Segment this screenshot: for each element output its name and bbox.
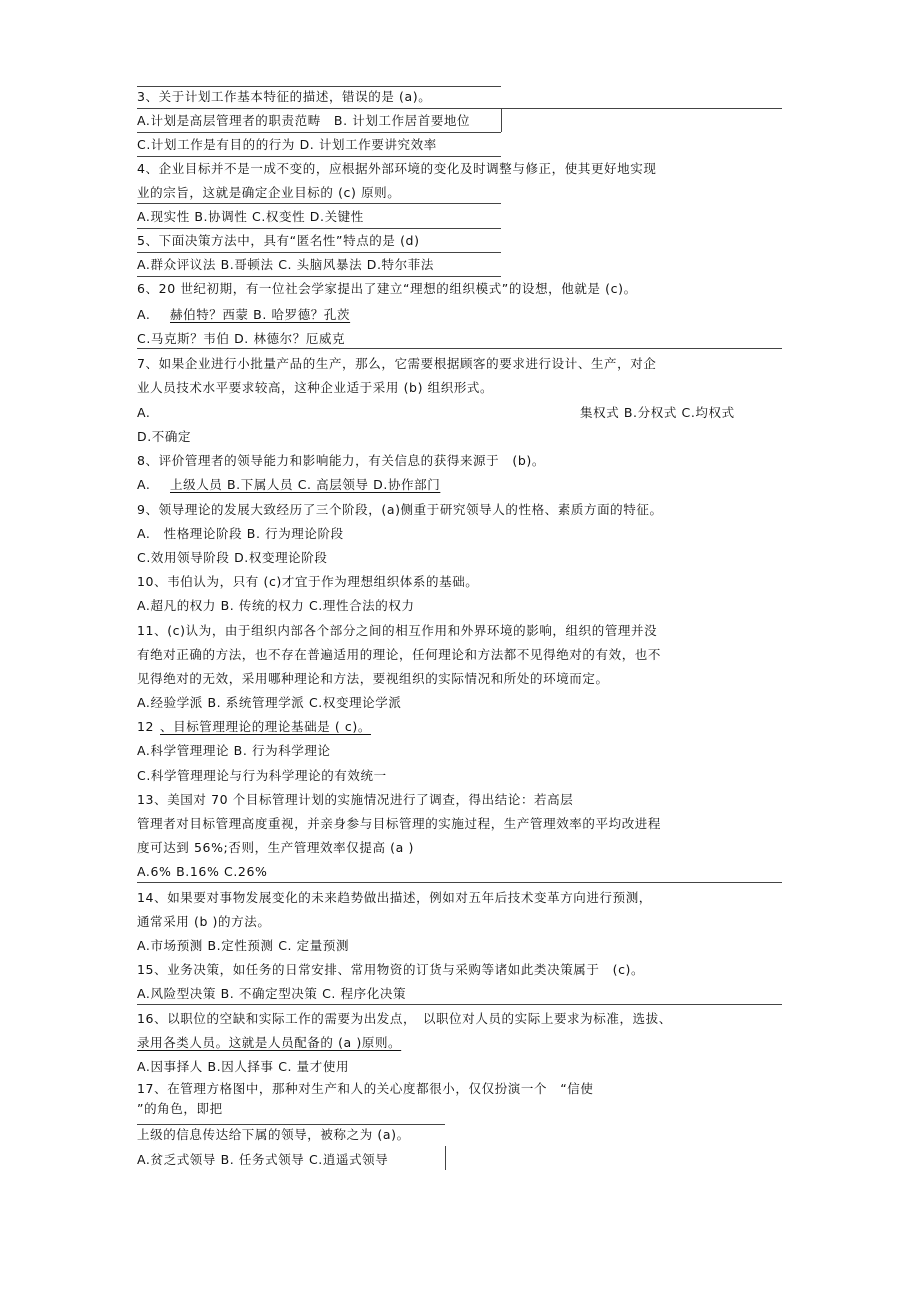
- q8-options: 上级人员 B.下属人员 C. 高层领导 D.协作部门: [170, 477, 441, 492]
- table-rule: [137, 1124, 445, 1125]
- q10-options: A.超凡的权力 B. 传统的权力 C.理性合法的权力: [137, 598, 415, 613]
- q11-stem-line3: 见得绝对的无效，采用哪种理论和方法，要视组织的实际情况和所处的环境而定。: [137, 671, 609, 686]
- q15-stem: 15、业务决策，如任务的日常安排、常用物资的订货与采购等诸如此类决策属于 (c)。: [137, 962, 645, 977]
- q13-stem-line2: 管理者对目标管理高度重视，并亲身参与目标管理的实施过程，生产管理效率的平均改进程: [137, 816, 662, 831]
- q7-option-d: D.不确定: [137, 429, 192, 444]
- q4-stem-line2: 业的宗旨，这就是确定企业目标的 (c) 原则。: [137, 185, 401, 200]
- table-rule: [137, 228, 501, 229]
- q9-options-ab: A. 性格理论阶段 B. 行为理论阶段: [137, 526, 344, 541]
- q14-stem-line2: 通常采用 (b )的方法。: [137, 914, 271, 929]
- q12-option-c: C.科学管理理论与行为科学理论的有效统一: [137, 768, 387, 783]
- table-rule: [445, 1146, 446, 1170]
- q3-options-ab: A.计划是高层管理者的职责范畴 B. 计划工作居首要地位: [137, 113, 471, 128]
- table-rule: [137, 252, 501, 253]
- q7-option-label-a: A.: [137, 405, 151, 420]
- q5-stem: 5、下面决策方法中，具有“匿名性”特点的是 (d): [137, 233, 420, 248]
- q6-option-label-a: A.: [137, 307, 151, 322]
- table-rule: [137, 86, 501, 87]
- q11-stem-line2: 有绝对正确的方法，也不存在普遍适用的理论，任何理论和方法都不见得绝对的有效，也不: [137, 647, 662, 662]
- q3-stem: 3、关于计划工作基本特征的描述，错误的是 (a)。: [137, 89, 432, 104]
- q15-options: A.风险型决策 B. 不确定型决策 C. 程序化决策: [137, 986, 407, 1001]
- table-rule: [137, 108, 782, 109]
- q13-stem-line3: 度可达到 56%;否则，生产管理效率仅提高 (a ): [137, 840, 414, 855]
- table-rule: [137, 276, 501, 277]
- q9-stem: 9、领导理论的发展大致经历了三个阶段，(a)侧重于研究领导人的性格、素质方面的特征。: [137, 502, 663, 517]
- q3-options-cd: C.计划工作是有目的的行为 D. 计划工作要讲究效率: [137, 137, 437, 152]
- q16-stem-line2: 录用各类人员。这就是人员配备的 (a )原则。: [137, 1035, 402, 1050]
- q6-stem: 6、20 世纪初期，有一位社会学家提出了建立“理想的组织模式”的设想，他就是 (c)。: [137, 281, 637, 296]
- q17-stem-line3: 上级的信息传达给下属的领导，被称之为 (a)。: [137, 1127, 410, 1142]
- q12-options-ab: A.科学管理理论 B. 行为科学理论: [137, 743, 331, 758]
- q4-stem-line1: 4、企业目标并不是一成不变的，应根据外部环境的变化及时调整与修正，使其更好地实现: [137, 161, 657, 176]
- q12-number: 12: [137, 719, 155, 734]
- table-rule: [137, 132, 501, 133]
- q9-options-cd: C.效用领导阶段 D.权变理论阶段: [137, 550, 328, 565]
- q16-options: A.因事择人 B.因人择事 C. 量才使用: [137, 1059, 350, 1074]
- table-rule: [137, 348, 782, 349]
- q16-stem-line1: 16、以职位的空缺和实际工作的需要为出发点， 以职位对人员的实际上要求为标准，选拔、: [137, 1011, 672, 1026]
- table-rule: [137, 203, 501, 204]
- q8-stem: 8、评价管理者的领导能力和影响能力，有关信息的获得来源于 (b)。: [137, 453, 545, 468]
- q7-stem-line2: 业人员技术水平要求较高，这种企业适于采用 (b) 组织形式。: [137, 380, 494, 395]
- q13-options: A.6% B.16% C.26%: [137, 864, 268, 879]
- table-rule: [501, 108, 502, 132]
- q10-stem: 10、韦伯认为，只有 (c)才宜于作为理想组织体系的基础。: [137, 574, 479, 589]
- q6-options-cd: C.马克斯？韦伯 D. 林德尔？厄威克: [137, 331, 346, 346]
- q7-stem-line1: 7、如果企业进行小批量产品的生产，那么，它需要根据顾客的要求进行设计、生产，对企: [137, 356, 657, 371]
- q7-options-abc: 集权式 B.分权式 C.均权式: [580, 405, 735, 420]
- q8-option-label-a: A.: [137, 477, 151, 492]
- table-rule: [137, 882, 782, 883]
- table-rule: [137, 156, 501, 157]
- q4-options: A.现实性 B.协调性 C.权变性 D.关键性: [137, 209, 364, 224]
- q12-stem: 、目标管理理论的理论基础是 ( c)。: [160, 719, 371, 734]
- q17-stem-line2: ”的角色，即把: [137, 1101, 223, 1116]
- table-rule: [137, 1004, 782, 1005]
- q17-options: A.贫乏式领导 B. 任务式领导 C.逍遥式领导: [137, 1152, 389, 1167]
- q11-stem-line1: 11、(c)认为，由于组织内部各个部分之间的相互作用和外界环境的影响，组织的管理并没: [137, 623, 658, 638]
- q11-options: A.经验学派 B. 系统管理学派 C.权变理论学派: [137, 695, 402, 710]
- q17-stem-line1: 17、在管理方格图中，那种对生产和人的关心度都很小，仅仅扮演一个 “信使: [137, 1081, 594, 1096]
- q6-options-ab: 赫伯特？西蒙 B. 哈罗德？孔茨: [170, 307, 351, 322]
- q14-options: A.市场预测 B.定性预测 C. 定量预测: [137, 938, 350, 953]
- q14-stem-line1: 14、如果要对事物发展变化的未来趋势做出描述，例如对五年后技术变革方向进行预测，: [137, 890, 652, 905]
- q5-options: A.群众评议法 B.哥顿法 C. 头脑风暴法 D.特尔菲法: [137, 257, 434, 272]
- q13-stem-line1: 13、美国对 70 个目标管理计划的实施情况进行了调查，得出结论：若高层: [137, 792, 574, 807]
